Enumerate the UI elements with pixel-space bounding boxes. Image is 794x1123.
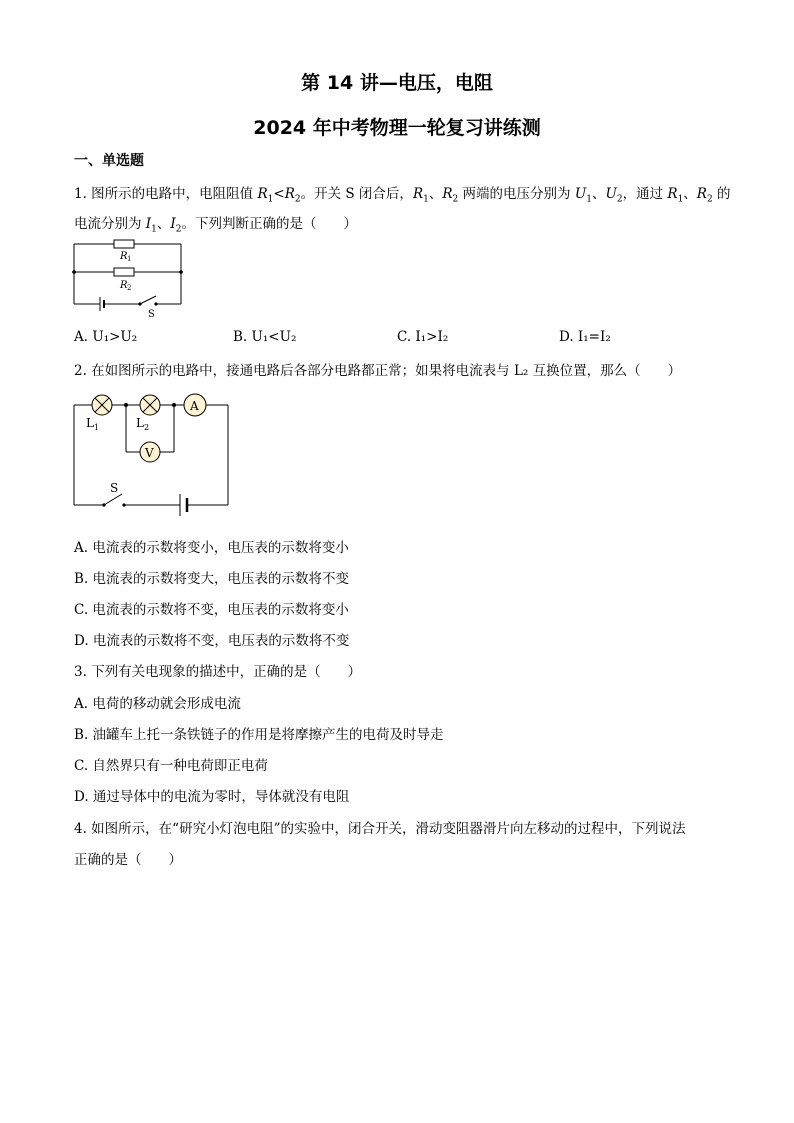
q1-prefix: 1. 图所示的电路中，电阻阻值 [74, 186, 258, 202]
question-4-line-2: 正确的是（ ） [74, 852, 182, 868]
q2-option-d[interactable]: D. 电流表的示数将不变，电压表的示数将不变 [74, 633, 350, 649]
question-2: 2. 在如图所示的电路中，接通电路后各部分电路都正常；如果将电流表与 L₂ 互换位置，那么（ ） [74, 363, 682, 379]
q2-option-a[interactable]: A. 电流表的示数将变小，电压表的示数将变小 [74, 540, 349, 556]
q1-option-a[interactable]: A. U₁>U₂ [74, 329, 138, 345]
q1-option-d[interactable]: D. I₁=I₂ [559, 329, 611, 345]
q1-part2: 。开关 S 闭合后， [300, 186, 413, 202]
label-switch: S [148, 309, 155, 320]
q1-option-c[interactable]: C. I₁>I₂ [397, 329, 449, 345]
page-subtitle: 2024 年中考物理一轮复习讲练测 [253, 117, 541, 139]
label-r2: R [120, 280, 128, 291]
lamp-l2 [140, 395, 160, 415]
question-1-line-1: 1. 图所示的电路中，电阻阻值 $R_1<R_2$。开关 S 闭合后，$R_1$、$R_2$ 两端的电压分别为 $U_1$、$U_2$，通过 $R_1$、$R_2$ 的 [74, 186, 731, 205]
q3-option-b[interactable]: B. 油罐车上托一条铁链子的作用是将摩擦产生的电荷及时导走 [74, 727, 444, 743]
label-l1-sub: 1 [94, 423, 100, 432]
switch-lever [140, 296, 156, 304]
label-switch: S [110, 481, 119, 495]
q2-option-c[interactable]: C. 电流表的示数将不变，电压表的示数将变小 [74, 602, 349, 618]
question-3: 3. 下列有关电现象的描述中，正确的是（ ） [74, 664, 362, 680]
resistor-r1 [114, 240, 134, 248]
label-r1: R [120, 251, 128, 262]
q3-option-a[interactable]: A. 电荷的移动就会形成电流 [74, 696, 241, 712]
q1-line2-part1: 电流分别为 [74, 216, 146, 232]
label-l2-sub: 2 [144, 423, 150, 432]
section-heading: 一、单选题 [74, 153, 144, 169]
label-l1: L [86, 416, 94, 430]
q1-part5: 的 [712, 186, 731, 202]
label-r2-sub: 2 [127, 284, 132, 292]
voltmeter-label: V [145, 446, 154, 460]
ammeter-label: A [190, 399, 199, 413]
q1-option-b[interactable]: B. U₁<U₂ [233, 329, 297, 345]
label-l2: L [136, 416, 144, 430]
resistor-r2 [114, 268, 134, 276]
q1-part4: ，通过 [622, 186, 668, 202]
page-title: 第 14 讲—电压，电阻 [301, 72, 493, 94]
label-r1-sub: 1 [127, 255, 132, 263]
circuit-diagram-q2 [68, 390, 234, 518]
circuit-diagram-q1 [70, 236, 186, 320]
q1-part3: 两端的电压分别为 [458, 186, 575, 202]
lamp-l1 [92, 395, 112, 415]
q3-option-c[interactable]: C. 自然界只有一种电荷即正电荷 [74, 758, 268, 774]
question-1-line-2: 电流分别为 $I_1$、$I_2$。下列判断正确的是（ ） [74, 216, 357, 235]
q2-option-b[interactable]: B. 电流表的示数将变大，电压表的示数将不变 [74, 571, 350, 587]
switch-lever [104, 494, 122, 505]
question-4-line-1: 4. 如图所示，在“研究小灯泡电阻”的实验中，闭合开关，滑动变阻器滑片向左移动的过程中，下列说法 [74, 821, 686, 837]
q1-line2-part2: 。下列判断正确的是（ ） [181, 216, 357, 232]
q3-option-d[interactable]: D. 通过导体中的电流为零时，导体就没有电阻 [74, 789, 350, 805]
